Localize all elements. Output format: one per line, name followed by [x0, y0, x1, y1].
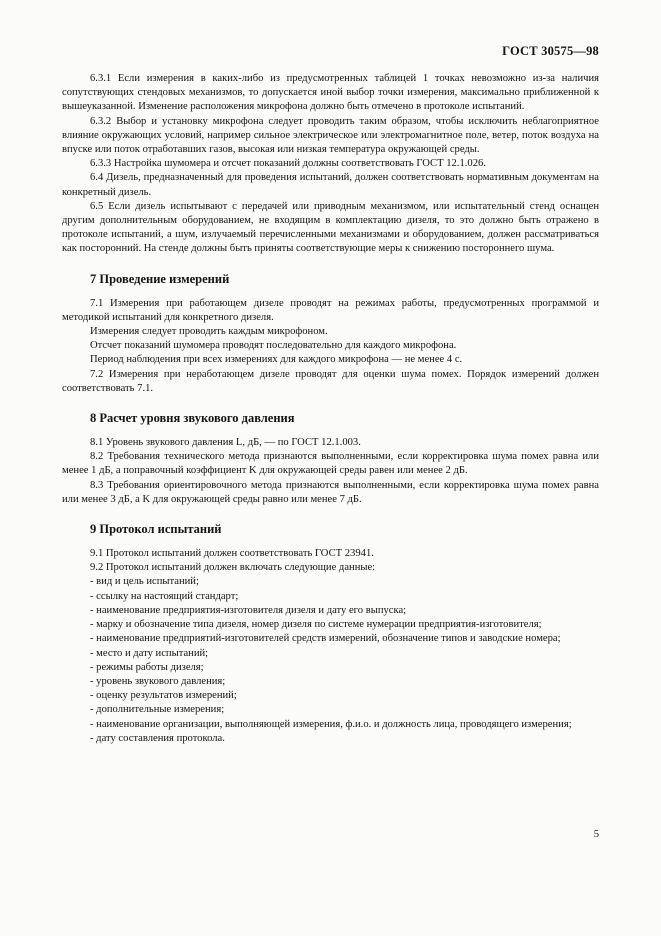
list-item: - дополнительные измерения; — [90, 704, 225, 716]
list-item: - наименование предприятий-изготовителей средств измерений, обозначение типов и заводские номера; — [90, 633, 561, 645]
standard-header: ГОСТ 30575—98 — [502, 44, 599, 58]
list-item: - режимы работы дизеля; — [90, 661, 204, 673]
section-8-title: 8 Расчет уровня звукового давления — [90, 411, 295, 426]
list-item: - наименование организации, выполняющей измерения, ф.и.о. и должность лица, проводящего измерения; — [90, 718, 572, 730]
clause-8-3: 8.3 Требования ориентировочного метода признаются выполненными, если корректировка шума помех равна или менее 3 дБ, а K для окружающей среды равно или менее 7 дБ. — [62, 479, 599, 505]
clause-9-2: 9.2 Протокол испытаний должен включать следующие данные: — [90, 562, 376, 574]
list-item: - уровень звукового давления; — [90, 675, 226, 687]
list-item: - наименование предприятия-изготовителя дизеля и дату его выпуска; — [90, 604, 407, 616]
clause-6-5: 6.5 Если дизель испытывают с передачей или приводным механизмом, или испытательный стенд оснащен другим дополнительным оборудованием, не входящим в комплектацию дизеля, то это должно быть отражено в протоколе испытаний, а шум, излучаемый перечисленными механизмами и оборудованием, должен рассматриваться как посторонний. На стенде должны быть приняты соответствующие меры к снижению постороннего шума. — [62, 200, 599, 255]
clause-6-3-1: 6.3.1 Если измерения в каких-либо из предусмотренных таблицей 1 точках невозможно из-за наличия сопутствующих стендовых механизмов, то допускается иной выбор точки измерения, максимально приближенной к вышеуказанной. Изменение расположения микрофона должно быть отмечено в протоколе испытаний. — [62, 73, 599, 113]
section-9-title: 9 Протокол испытаний — [90, 522, 222, 537]
page-number: 5 — [593, 829, 599, 840]
clause-7-1-readings: Отсчет показаний шумомера проводят последовательно для каждого микрофона. — [90, 340, 457, 352]
clause-7-1-period: Период наблюдения при всех измерениях для каждого микрофона — не менее 4 с. — [90, 354, 463, 366]
clause-8-2: 8.2 Требования технического метода признаются выполненными, если корректировка шума помех равна или менее 1 дБ, а поправочный коэффициент K для окружающей среды равен или менее 2 дБ. — [62, 451, 599, 477]
clause-6-3-2: 6.3.2 Выбор и установку микрофона следует проводить таким образом, чтобы исключить неблагоприятное влияние окружающих условий, например сильное электрическое или электромагнитное поле, ветер, поток воздуха на впуске или поток отработавших газов, высокая или низкая температура окружающей среды. — [62, 115, 599, 156]
list-item: - ссылку на настоящий стандарт; — [90, 590, 239, 602]
list-item: - вид и цель испытаний; — [90, 576, 199, 588]
clause-7-2: 7.2 Измерения при неработающем дизеле проводят для оценки шума помех. Порядок измерений должен соответствовать 7.1. — [62, 368, 599, 394]
clause-8-1: 8.1 Уровень звукового давления L, дБ, — по ГОСТ 12.1.003. — [90, 437, 361, 449]
clause-9-1: 9.1 Протокол испытаний должен соответствовать ГОСТ 23941. — [90, 548, 374, 560]
list-item: - марку и обозначение типа дизеля, номер дизеля по системе нумерации предприятия-изготовителя; — [90, 619, 542, 631]
document-body — [62, 72, 599, 746]
clause-6-3-3: 6.3.3 Настройка шумомера и отсчет показаний должны соответствовать ГОСТ 12.1.026. — [90, 158, 486, 170]
clause-7-1: 7.1 Измерения при работающем дизеле проводят на режимах работы, предусмотренных программой и методикой испытаний для конкретного дизеля. — [62, 297, 599, 323]
list-item: - оценку результатов измерений; — [90, 690, 237, 702]
clause-6-4: 6.4 Дизель, предназначенный для проведения испытаний, должен соответствовать нормативным документам на конкретный дизель. — [62, 172, 599, 198]
list-item: - дату составления протокола. — [90, 732, 225, 744]
clause-7-1-microphones: Измерения следует проводить каждым микрофоном. — [90, 326, 328, 338]
section-7-title: 7 Проведение измерений — [90, 271, 230, 286]
list-item: - место и дату испытаний; — [90, 647, 209, 659]
